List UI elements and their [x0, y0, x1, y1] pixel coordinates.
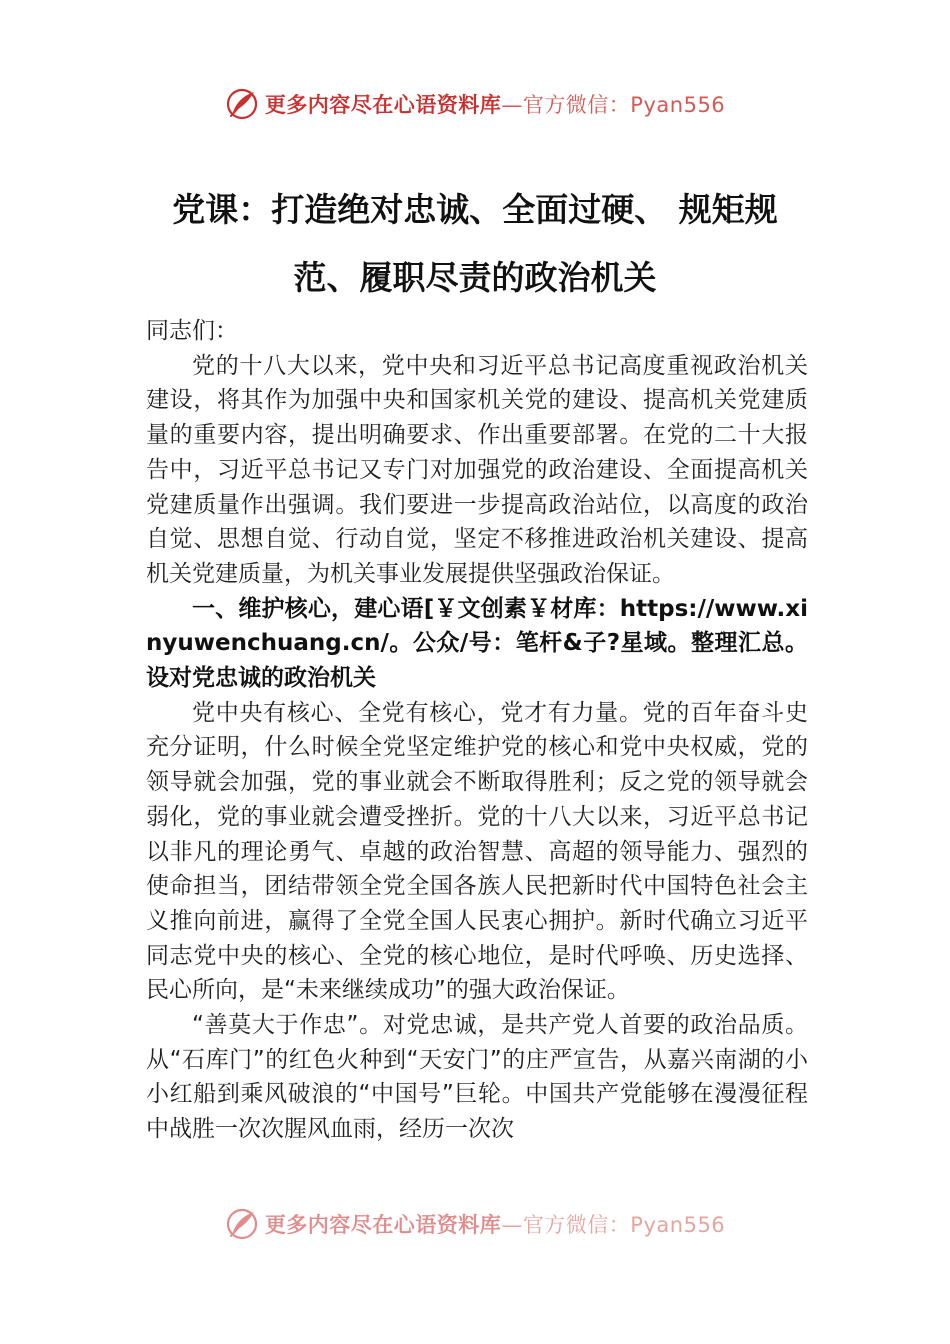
- watermark-dash: —: [501, 93, 523, 117]
- section-1-paragraph: “善莫大于作忠”。对党忠诚，是共产党人首要的政治品质。从“石库门”的红色火种到“天安门”的庄严宣告，从嘉兴南湖的小小红船到乘风破浪的“中国号”巨轮。中国共产党能够在漫漫征程中战胜一次次腥风血雨，经历一次次: [146, 1012, 808, 1143]
- document-body: [146, 314, 808, 1147]
- salutation: 同志们：: [146, 318, 238, 344]
- bottom-watermark: [0, 1204, 950, 1244]
- watermark-wechat: 官方微信：Pyan556: [522, 1213, 726, 1237]
- watermark-brand: 更多内容尽在心语资料库: [264, 1213, 502, 1237]
- watermark-wechat: 官方微信：Pyan556: [522, 93, 726, 117]
- quill-pen-logo-icon: [225, 87, 259, 121]
- top-watermark: [0, 84, 950, 124]
- section-1-heading: 一、维护核心，建心语[￥文创素￥材库：https://www.xinyuwenchuang.cn/。公众/号：笔杆&子?星域。整理汇总。设对党忠诚的政治机关: [146, 595, 808, 692]
- section-1-paragraph: 党中央有核心、全党有核心，党才有力量。党的百年奋斗史充分证明，什么时候全党坚定维护党的核心和党中央权威，党的领导就会加强，党的事业就会不断取得胜利；反之党的领导就会弱化，党的事业就会遭受挫折。党的十八大以来，习近平总书记以非凡的理论勇气、卓越的政治智慧、高超的领导能力、强烈的使命担当，团结带领全党全国各族人民把新时代中国特色社会主义推向前进，赢得了全党全国人民衷心拥护。新时代确立习近平同志党中央的核心、全党的核心地位，是时代呼唤、历史选择、民心所向，是“未来继续成功”的强大政治保证。: [146, 699, 808, 1004]
- intro-paragraph: 党的十八大以来，党中央和习近平总书记高度重视政治机关建设，将其作为加强中央和国家机关党的建设、提高机关党建质量的重要内容，提出明确要求、作出重要部署。在党的二十大报告中，习近平总书记又专门对加强党的政治建设、全面提高机关党建质量作出强调。我们要进一步提高政治站位，以高度的政治自觉、思想自觉、行动自觉，坚定不移推进政治机关建设、提高机关党建质量，为机关事业发展提供坚强政治保证。: [146, 352, 808, 587]
- watermark-dash: —: [501, 1213, 523, 1237]
- page-title-line-2: 范、履职尽责的政治机关: [293, 258, 657, 297]
- page-title-line-1: 党课：打造绝对忠诚、全面过硬、 规矩规: [172, 190, 778, 229]
- watermark-brand: 更多内容尽在心语资料库: [264, 93, 502, 117]
- quill-pen-logo-icon: [225, 1207, 259, 1241]
